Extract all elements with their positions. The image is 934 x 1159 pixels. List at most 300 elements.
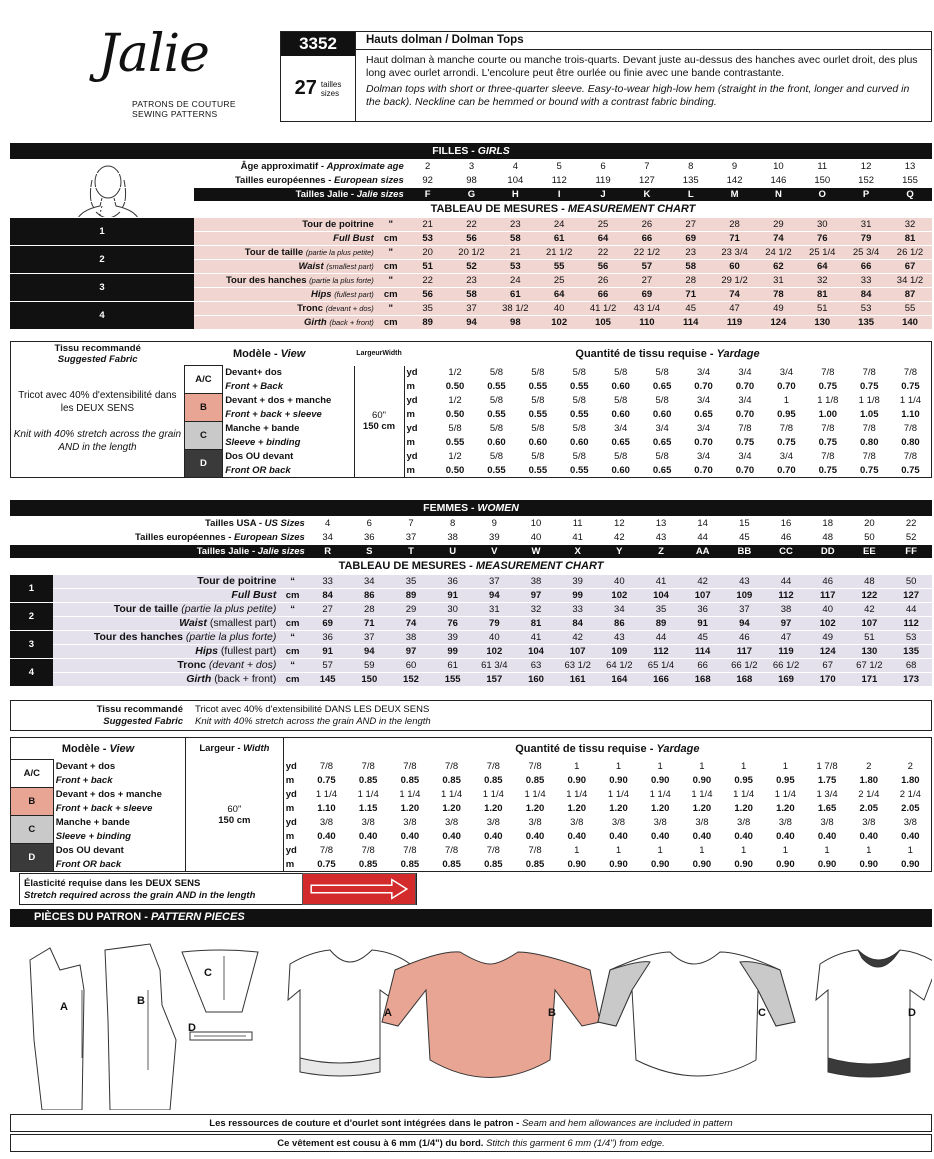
size-cell: Z — [640, 544, 682, 558]
women-yardage-table — [10, 737, 932, 872]
yardage-value: 1.20 — [442, 803, 461, 814]
view-b-shape — [382, 952, 600, 1078]
measure-value: 130 — [849, 644, 891, 658]
measure-value: 63 1/2 — [557, 658, 599, 672]
yardage-value: 0.40 — [650, 831, 670, 842]
size-cell: 98 — [450, 173, 494, 187]
yardage-value: 7/8 — [486, 845, 500, 856]
yardage-value: 0.90 — [609, 858, 628, 870]
measure-label — [53, 658, 279, 672]
size-cell: FF — [890, 544, 932, 558]
yardage-value: 3/4 — [738, 451, 752, 462]
pattern-header — [280, 31, 932, 122]
yardage-value: 0.75 — [818, 381, 838, 392]
size-cell: U — [432, 544, 474, 558]
yardage-value: 0.40 — [567, 831, 587, 842]
measure-value: 94 — [473, 588, 515, 602]
yardage-value: 0.70 — [694, 464, 713, 476]
yardage-value: 0.40 — [901, 831, 920, 842]
measure-value: 21 1/2 — [537, 245, 581, 259]
yardage-value: 5/8 — [614, 451, 628, 462]
measure-value: 124 — [756, 315, 800, 329]
yardage-value: 0.75 — [818, 437, 838, 448]
label-fr: Full Bust — [231, 589, 277, 601]
measure-value: 33 — [844, 273, 888, 287]
measure-number: 4 — [10, 658, 53, 686]
label-fr: Girth — [304, 316, 330, 328]
view-name: Dos OU devant — [223, 450, 354, 464]
fabric-label — [11, 342, 185, 366]
measure-value: 89 — [406, 315, 450, 329]
yardage-value: 7/8 — [403, 761, 417, 772]
measure-value: 27 — [625, 273, 669, 287]
view-b-label: B — [548, 1007, 556, 1019]
measure-value: 37 — [348, 630, 390, 644]
measure-value: 69 — [307, 616, 349, 630]
girls-measure-row — [10, 217, 932, 231]
measure-value: 107 — [557, 644, 599, 658]
label-fr: Girth — [186, 673, 215, 685]
yardage-value: 1 — [907, 845, 913, 856]
yardage-value: 0.90 — [692, 858, 712, 870]
label-en: (fullest part) — [220, 645, 277, 657]
view-id: D — [11, 844, 54, 872]
measure-value: 55 — [888, 301, 932, 315]
measure-value: 29 1/2 — [713, 273, 757, 287]
size-cell: 52 — [890, 530, 932, 544]
yardage-value: 5/8 — [531, 367, 545, 378]
measure-value: 114 — [669, 315, 713, 329]
women-yard-row — [11, 788, 932, 802]
view-name: Sleeve + binding — [53, 830, 185, 844]
label-en: (smallest part) — [209, 617, 277, 629]
measure-value: 94 — [348, 644, 390, 658]
measure-value: 110 — [625, 315, 669, 329]
width-label — [186, 738, 284, 760]
size-cell: 42 — [599, 530, 641, 544]
measure-value: 43 1/4 — [625, 301, 669, 315]
measure-value: 42 — [849, 602, 891, 616]
yardage-value: 5/8 — [489, 367, 504, 378]
yardage-value: 3/8 — [486, 817, 500, 828]
size-cell: X — [557, 544, 599, 558]
measure-value: 67 1/2 — [849, 658, 891, 672]
label-en: (back + front) — [214, 673, 277, 685]
measure-value: 59 — [348, 658, 390, 672]
yardage-value: 0.85 — [358, 775, 378, 786]
label-fr: Waist — [179, 617, 210, 629]
measure-value: 61 — [537, 231, 581, 245]
yardage-value: 1 — [866, 845, 872, 856]
yardage-value: 2.05 — [859, 803, 879, 814]
size-cell: F — [406, 187, 450, 201]
yardage-value: 5/8 — [489, 451, 504, 462]
yardage-value: 0.75 — [901, 381, 920, 392]
measure-value: 25 — [581, 217, 625, 231]
unit: yd — [406, 395, 418, 406]
measure-value: 40 — [807, 602, 849, 616]
measure-value: 68 — [890, 658, 932, 672]
yardage-value: 1.20 — [484, 803, 503, 814]
measure-value: 57 — [307, 658, 349, 672]
unit: cm — [278, 588, 306, 602]
measure-value: 51 — [800, 301, 844, 315]
women-title-row — [10, 500, 932, 516]
yardage-value: 1 7/8 — [816, 761, 838, 772]
yardage-value: 1.15 — [358, 803, 378, 814]
yardage-value: 0.40 — [484, 831, 503, 842]
footer-stitch-note: Ce vêtement est cousu à 6 mm (1/4") du bord. Stitch this garment 6 mm (1/4") from edge. — [10, 1134, 932, 1152]
label-en: (partie la plus forte) — [185, 631, 277, 643]
measure-value: 36 — [682, 602, 724, 616]
brand-logo — [90, 24, 260, 123]
measure-value: 28 — [348, 602, 390, 616]
unit: yd — [285, 817, 297, 828]
measure-value: 53 — [844, 301, 888, 315]
unit: yd — [285, 789, 297, 800]
measure-number: 3 — [10, 273, 194, 301]
size-cell: 14 — [682, 516, 724, 530]
yardage-value: 2 — [907, 761, 913, 772]
measure-value: 81 — [888, 231, 932, 245]
measure-value: 40 — [537, 301, 581, 315]
size-cell: 9 — [713, 159, 757, 173]
label-fr: Hips — [310, 288, 335, 300]
measure-value: 22 — [406, 273, 450, 287]
measure-label — [194, 245, 376, 259]
yardage-value: 1.80 — [901, 775, 920, 786]
view-d-label: D — [908, 1007, 916, 1019]
yardage-value: 1 1/8 — [817, 395, 839, 406]
label-fr: Tour des hanches — [225, 274, 310, 286]
size-cell: 16 — [765, 516, 807, 530]
measure-value: 24 1/2 — [756, 245, 800, 259]
size-cell: M — [713, 187, 757, 201]
yardage-value: 0.40 — [859, 831, 879, 842]
measure-value: 34 1/2 — [888, 273, 932, 287]
measure-value: 102 — [537, 315, 581, 329]
yardage-value: 1 1/4 — [315, 789, 338, 800]
label-en: Approximate age — [326, 160, 404, 172]
yardage-value: 7/8 — [862, 451, 876, 462]
unit: cm — [376, 287, 406, 301]
yardage-value: 0.55 — [487, 409, 506, 420]
yardage-value: 0.95 — [776, 775, 795, 786]
yardage-value: 7/8 — [445, 845, 459, 856]
yardage-value: 0.70 — [777, 381, 796, 392]
yardage-value: 1/2 — [448, 451, 462, 462]
yardage-value: 0.90 — [859, 858, 879, 870]
yardage-value: 1 — [574, 845, 580, 856]
women-yard-row — [11, 830, 932, 844]
label-fr: Tronc — [297, 302, 326, 314]
yardage-value: 0.60 — [611, 464, 630, 476]
yardage-value: 0.55 — [487, 464, 506, 476]
measure-value: 135 — [844, 315, 888, 329]
yardage-value: 5/8 — [531, 423, 545, 434]
row-label — [194, 187, 406, 201]
yardage-value: 0.90 — [609, 775, 628, 786]
measure-value: 97 — [765, 616, 807, 630]
yardage-value: 1 1/4 — [733, 789, 755, 800]
measure-value: 66 1/2 — [765, 658, 807, 672]
measure-value: 46 — [724, 630, 766, 644]
yardage-value: 5/8 — [489, 395, 504, 406]
fabric-fr: Tricot avec 40% d'extensibilité DANS LES DEUX SENS — [195, 704, 430, 715]
unit: m — [406, 381, 415, 392]
yardage-value: 1 — [615, 845, 622, 856]
yardage-value: 0.55 — [487, 381, 506, 392]
size-cell: 34 — [307, 530, 349, 544]
women-euro-row — [10, 530, 932, 544]
size-cell: 6 — [348, 516, 390, 530]
unit: “ — [278, 658, 306, 672]
measure-label — [194, 315, 376, 329]
yardage-value: 3/8 — [361, 817, 375, 828]
yardage-value: 1 1/4 — [482, 789, 504, 800]
yardage-value: 1.10 — [317, 803, 336, 814]
measure-value: 23 — [450, 273, 494, 287]
yardage-value: 0.60 — [570, 437, 589, 448]
size-cell: 11 — [800, 159, 844, 173]
measure-value: 135 — [890, 644, 932, 658]
measure-value: 64 — [581, 231, 625, 245]
measure-value: 29 — [756, 217, 800, 231]
measure-value: 99 — [432, 644, 474, 658]
women-size-chart — [10, 500, 932, 687]
measure-value: 38 1/2 — [493, 301, 537, 315]
size-cell: 112 — [537, 173, 581, 187]
size-cell: 119 — [581, 173, 625, 187]
stretch-en: Stretch required across the grain AND in the length — [24, 890, 256, 901]
view-id: A/C — [11, 760, 54, 788]
yardage-value: 1.20 — [609, 803, 628, 814]
yardage-value: 0.50 — [445, 381, 465, 392]
size-cell: 7 — [625, 159, 669, 173]
pattern-title: Hauts dolman / Dolman Tops — [356, 32, 931, 50]
measure-value: 89 — [390, 588, 432, 602]
size-cell: H — [493, 187, 537, 201]
view-name: Dos OU devant — [53, 844, 185, 858]
size-cell: 127 — [625, 173, 669, 187]
measure-value: 91 — [307, 644, 349, 658]
size-cell: 10 — [515, 516, 557, 530]
yardage-value: 1.20 — [567, 803, 587, 814]
measure-value: 94 — [724, 616, 766, 630]
yardage-value: 1 1/4 — [566, 789, 588, 800]
unit: " — [376, 301, 406, 315]
unit: m — [406, 464, 415, 476]
fabric-en: Knit with 40% stretch across the grain AND in the length — [195, 716, 431, 727]
measure-value: 61 3/4 — [473, 658, 515, 672]
measure-value: 127 — [890, 588, 932, 602]
width-cm: 150 cm — [362, 421, 396, 433]
yardage-value: 3/8 — [903, 817, 917, 828]
label-fr: Tailles Jalie - — [196, 545, 258, 557]
yardage-value: 3/8 — [611, 817, 626, 828]
women-measure-row — [10, 602, 932, 616]
yardage-value: 0.40 — [776, 831, 795, 842]
yardage-value: 1 1/4 — [774, 789, 796, 800]
women-measure-row — [10, 672, 932, 686]
girls-yard-row — [11, 366, 932, 380]
yardage-value: 0.55 — [570, 464, 589, 476]
measure-value: 170 — [807, 672, 849, 686]
sizes-en: sizes — [320, 88, 340, 98]
yardage-value: 1 — [657, 761, 663, 772]
spacer — [10, 187, 194, 201]
measure-value: 35 — [390, 574, 432, 588]
piece-b-shape — [105, 944, 176, 1110]
label-en: European Sizes — [234, 531, 305, 543]
unit: cm — [376, 231, 406, 245]
yardage-value: 0.80 — [859, 437, 879, 448]
measure-value: 58 — [669, 259, 713, 273]
measure-value: 56 — [581, 259, 625, 273]
measure-value: 66 — [682, 658, 724, 672]
view-name: Devant+ dos — [223, 366, 354, 380]
measure-value: 168 — [724, 672, 766, 686]
measure-number: 1 — [10, 574, 53, 602]
yardage-value: 0.65 — [694, 409, 713, 420]
measure-value: 119 — [713, 315, 757, 329]
yardage-value: 3/4 — [696, 423, 711, 434]
yardage-value: 1 1/4 — [607, 789, 630, 800]
women-jalie-row — [10, 544, 932, 558]
yardage-value: 0.85 — [484, 775, 503, 786]
sizes-count: 27 — [294, 77, 317, 99]
yardage-value: 7/8 — [361, 761, 375, 772]
pattern-pieces-illustration — [10, 930, 932, 1110]
yardage-value: 1 — [699, 845, 705, 856]
yardage-value: 0.75 — [859, 464, 879, 476]
yardage-value: 1 — [740, 761, 747, 772]
yardage-value: 3/4 — [738, 367, 752, 378]
measure-value: 38 — [515, 574, 557, 588]
measure-value: 20 1/2 — [450, 245, 494, 259]
yardage-value: 0.50 — [445, 409, 465, 420]
fabric-en: Knit with 40% stretch across the grain AND in the length — [13, 428, 182, 453]
yardage-value: 5/8 — [572, 395, 586, 406]
measure-label — [53, 644, 279, 658]
measure-label — [53, 602, 279, 616]
label-fr: Âge approximatif - — [240, 160, 327, 172]
size-cell: BB — [724, 544, 766, 558]
unit: cm — [278, 672, 306, 686]
yardage-value: 1.80 — [859, 775, 879, 786]
measure-value: 66 — [581, 287, 625, 301]
view-id: C — [11, 816, 54, 844]
label-fr: Tronc — [177, 659, 209, 671]
girls-section-title — [10, 143, 932, 159]
measure-value: 23 — [669, 245, 713, 259]
label-fr: TABLEAU DE MESURES - — [430, 203, 568, 215]
unit: cm — [278, 644, 306, 658]
yardage-label — [404, 342, 932, 366]
piece-b-label: B — [137, 995, 145, 1007]
yardage-value: 0.85 — [400, 775, 420, 786]
measure-value: 21 — [406, 217, 450, 231]
size-cell: 9 — [473, 516, 515, 530]
view-id: A/C — [184, 366, 222, 394]
label-en: View — [109, 742, 135, 755]
measure-value: 24 — [493, 273, 537, 287]
measure-value: 63 — [515, 658, 557, 672]
yardage-value: 2 1/4 — [899, 789, 921, 800]
measure-value: 52 — [450, 259, 494, 273]
measure-value: 37 — [724, 602, 766, 616]
yardage-value: 0.85 — [525, 858, 545, 870]
label-fr: Hips — [195, 645, 221, 657]
unit: “ — [278, 602, 306, 616]
measure-value: 107 — [682, 588, 724, 602]
girls-chart-title-row — [10, 201, 932, 217]
size-cell: 10 — [756, 159, 800, 173]
size-cell: AA — [682, 544, 724, 558]
yardage-value: 0.40 — [817, 831, 837, 842]
size-cell: 8 — [432, 516, 474, 530]
yardage-value: 0.85 — [525, 775, 545, 786]
measure-value: 29 — [390, 602, 432, 616]
label-en: (partie la plus forte) — [309, 275, 374, 285]
label-fr: Tailles USA - — [205, 517, 265, 529]
measure-value: 161 — [557, 672, 599, 686]
yardage-value: 7/8 — [862, 423, 876, 434]
yardage-value: 1/2 — [448, 367, 462, 378]
measure-value: 109 — [599, 644, 641, 658]
measure-number: 2 — [10, 245, 194, 273]
view-id: B — [11, 788, 54, 816]
spacer — [10, 173, 194, 187]
yardage-value: 0.75 — [777, 437, 796, 448]
yardage-value: 1 1/8 — [858, 395, 880, 406]
measure-value: 56 — [450, 231, 494, 245]
yardage-value: 3/4 — [696, 451, 711, 462]
yardage-value: 1.10 — [901, 409, 920, 420]
description-fr: Haut dolman à manche courte ou manche trois-quarts. Devant juste au-dessus des hanches avec ourlet droit, des plus long avec ourlet arrondi. L'encolure peut être ourlée ou finie avec une bande contrastante. — [366, 54, 918, 79]
stretch-fr: Élasticité requise dans les DEUX SENS — [24, 878, 201, 889]
label-fr: Tissu recommandé — [54, 342, 141, 354]
yardage-value: 0.75 — [901, 464, 920, 476]
yardage-value: 1.75 — [817, 775, 837, 786]
measure-value: 169 — [765, 672, 807, 686]
measure-value: 89 — [640, 616, 682, 630]
measure-value: 105 — [581, 315, 625, 329]
view-name: Manche + bande — [223, 422, 354, 436]
view-id: C — [184, 422, 222, 450]
measure-value: 49 — [807, 630, 849, 644]
yardage-value: 1 — [699, 761, 705, 772]
label-en: (devant + dos) — [208, 659, 277, 671]
yardage-value: 5/8 — [448, 423, 462, 434]
measure-value: 61 — [432, 658, 474, 672]
label-fr: Waist — [298, 260, 327, 272]
measure-value: 112 — [890, 616, 932, 630]
size-cell: 43 — [640, 530, 682, 544]
girls-euro-row — [10, 173, 932, 187]
yardage-value: 1 1/4 — [524, 789, 546, 800]
yardage-value: 5/8 — [489, 423, 504, 434]
measure-value: 65 1/4 — [640, 658, 682, 672]
girls-jalie-row — [10, 187, 932, 201]
yardage-value: 0.65 — [652, 437, 672, 448]
measure-value: 64 — [800, 259, 844, 273]
measure-value: 56 — [406, 287, 450, 301]
label-fr: Tour de poitrine — [302, 218, 374, 230]
measure-label — [194, 287, 376, 301]
yardage-value: 0.75 — [735, 437, 755, 448]
measure-value: 41 — [640, 574, 682, 588]
